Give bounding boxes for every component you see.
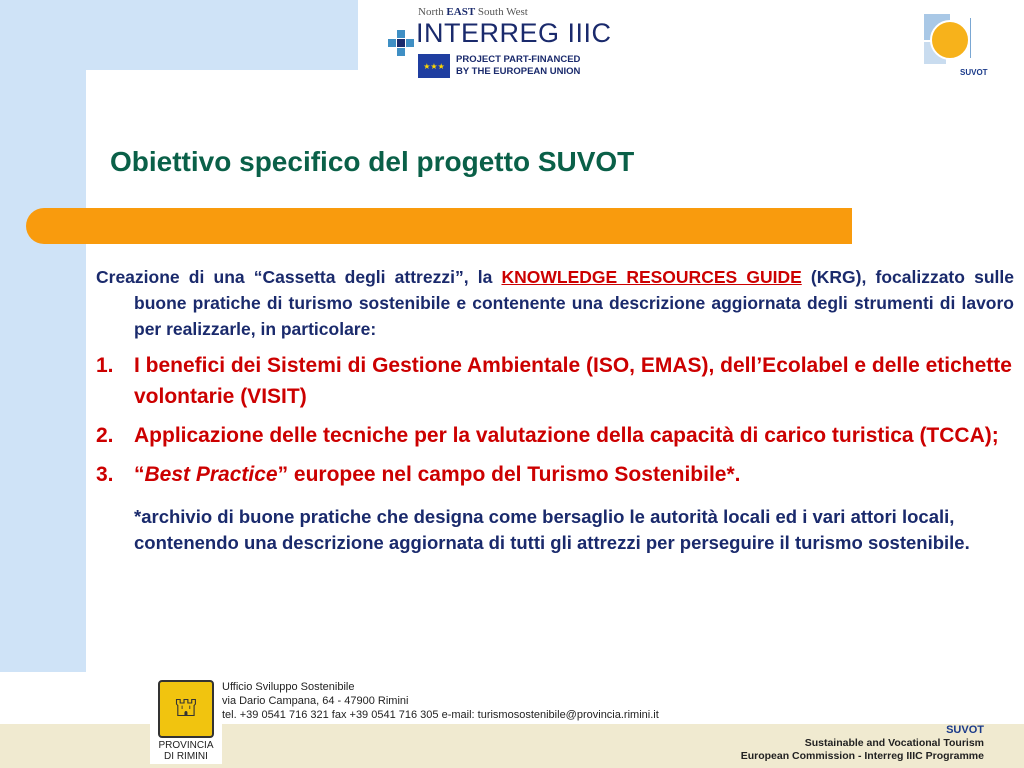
- sun-icon: [930, 20, 970, 60]
- provincia-emblem-icon: ⛫: [158, 680, 214, 738]
- list-item: 3. “Best Practice” europee nel campo del Turismo Sostenibile*.: [96, 463, 741, 486]
- footer-contacts: Ufficio Sviluppo Sostenibile via Dario Campana, 64 - 47900 Rimini tel. +39 0541 716 321 fax +39 0541 716 305 e-mail: turismosostenibile@provincia.rimini.it: [222, 681, 659, 721]
- intro-paragraph: Creazione di una “Cassetta degli attrezzi”, la KNOWLEDGE RESOURCES GUIDE (KRG), focalizzato sulle buone pratiche di turismo sostenibile e contenente una descrizione aggiornata degli strumenti di lavoro per realizzarle, in particolare:: [96, 267, 1014, 339]
- footer-brand: SUVOT Sustainable and Vocational Tourism European Commission - Interreg IIIC Programme: [740, 724, 984, 762]
- eu-flag-icon: ★★★: [418, 54, 450, 78]
- title-underline-bar: [26, 208, 852, 244]
- suvot-logo-label: SUVOT: [960, 68, 988, 77]
- list-item: 1. I benefici dei Sistemi di Gestione Ambientale (ISO, EMAS), dell’Ecolabel e delle etichette volontarie (VISIT): [96, 354, 1012, 408]
- interreg-topline: North EAST South West: [418, 6, 528, 18]
- interreg-squares-icon: [388, 30, 414, 56]
- interreg-subtitle: PROJECT PART-FINANCED BY THE EUROPEAN UNION: [456, 54, 581, 77]
- content-corner: [86, 70, 146, 130]
- interreg-logo: [388, 6, 612, 78]
- provincia-logo: ⛫ PROVINCIA DI RIMINI: [150, 676, 222, 764]
- interreg-name: INTERREG IIIC: [416, 18, 612, 48]
- top-decor-band: [0, 0, 358, 70]
- left-decor-band: [0, 0, 86, 672]
- slide-content: [96, 264, 1014, 556]
- objectives-list: [96, 350, 1014, 490]
- list-item: 2. Applicazione delle tecniche per la valutazione della capacità di carico turistica (TCCA);: [96, 424, 999, 447]
- krg-link[interactable]: KNOWLEDGE RESOURCES GUIDE: [501, 267, 802, 287]
- page-title: Obiettivo specifico del progetto SUVOT: [110, 146, 635, 177]
- footnote: *archivio di buone pratiche che designa come bersaglio le autorità locali ed i vari attori locali, contenendo una descrizione aggiornata di tutti gli attrezzi per perseguire il turismo sostenibile.: [134, 506, 970, 553]
- suvot-logo: [920, 8, 1000, 78]
